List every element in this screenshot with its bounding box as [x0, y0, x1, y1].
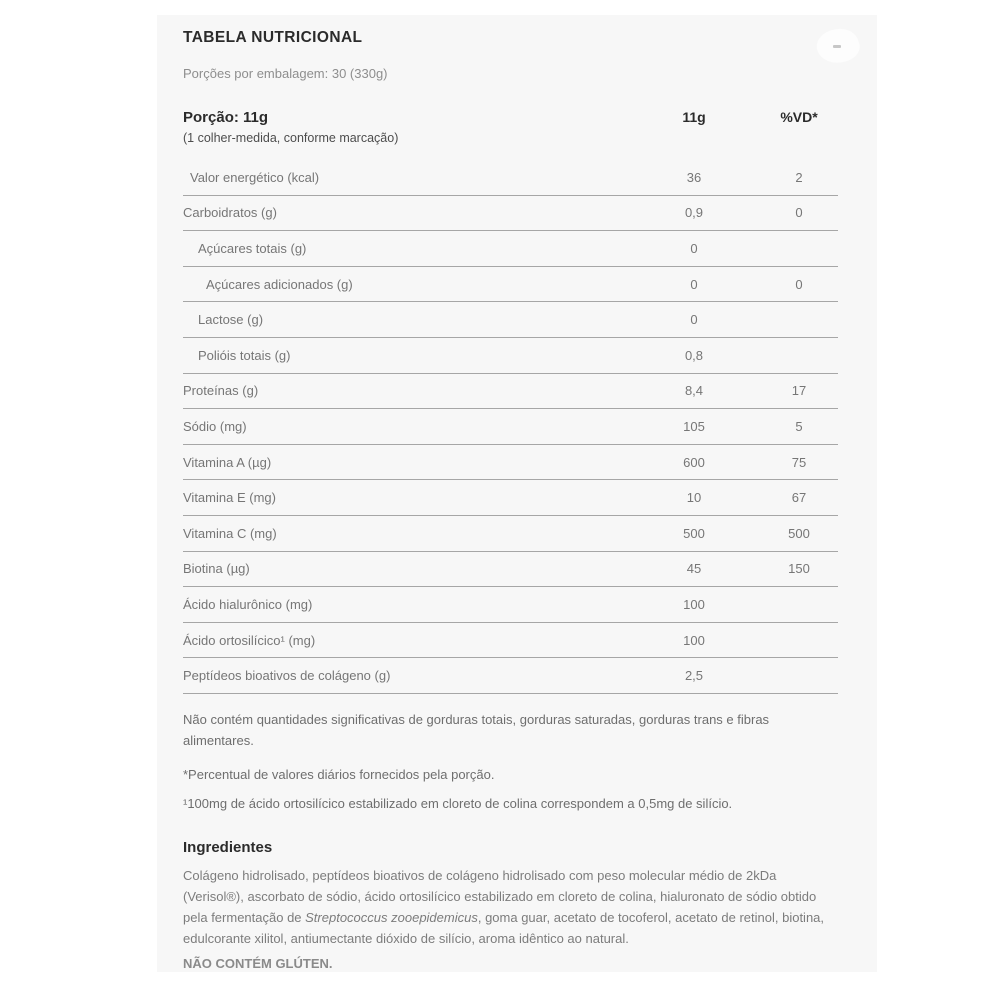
dv-value: 500 — [788, 525, 810, 541]
note-daily-values: *Percentual de valores diários fornecidos pela porção. — [183, 766, 495, 782]
table-row — [183, 552, 838, 588]
note-no-significant-amounts: Não contém quantidades significativas de gorduras totais, gorduras saturadas, gorduras trans e fibras alimentares. — [183, 711, 770, 748]
portion-subtitle: (1 colher-medida, conforme marcação) — [183, 131, 399, 145]
amount-value: 45 — [686, 561, 702, 577]
column-header-dv: %VD* — [780, 109, 818, 125]
amount-value: 0 — [690, 240, 698, 256]
amount-value: 500 — [683, 525, 705, 541]
column-header-amount: 11g — [682, 109, 706, 125]
amount-value: 0,8 — [684, 347, 704, 363]
table-row — [183, 160, 838, 196]
nutrition-table — [183, 160, 838, 694]
amount-value: 0 — [690, 276, 698, 292]
dv-value: 75 — [791, 454, 807, 470]
nutrient-name: Sódio (mg) — [183, 418, 247, 434]
nutrient-name: Lactose (g) — [198, 312, 264, 328]
nutrient-name: Carboidratos (g) — [183, 205, 277, 221]
nutrient-name: Valor energético (kcal) — [190, 169, 320, 185]
dv-value: 0 — [795, 276, 803, 292]
amount-value: 2,5 — [684, 668, 704, 684]
nutrient-name: Açúcares totais (g) — [198, 240, 307, 256]
dv-value: 150 — [788, 561, 810, 577]
table-row — [183, 658, 838, 694]
ingredients-text-end: , goma guar, acetato de tocoferol, acetato de retinol, biotina, edulcorante xilitol, antiumectante dióxido de silício, aroma idêntico ao natural. — [183, 909, 825, 946]
ingredients-heading: Ingredientes — [183, 838, 273, 856]
ingredients-text-start: Colágeno hidrolisado, peptídeos bioativos de colágeno hidrolisado com peso molecular médio de 2kDa (Verisol®), ascorbato de sódio, ácido ortosilícico estabilizado em cloreto de colina, hialuronato de sódio obtido pela fermentação de — [183, 867, 817, 925]
nutrient-name: Biotina (µg) — [183, 561, 250, 577]
table-row — [183, 338, 838, 374]
nutrition-label-card — [157, 15, 877, 972]
table-row — [183, 302, 838, 338]
amount-value: 10 — [686, 490, 702, 506]
ingredients-text — [183, 865, 838, 949]
table-row — [183, 516, 838, 552]
table-row — [183, 623, 838, 659]
amount-value: 100 — [683, 596, 705, 612]
table-row — [183, 231, 838, 267]
table-row — [183, 445, 838, 481]
amount-value: 600 — [683, 454, 705, 470]
nutrient-name: Açúcares adicionados (g) — [206, 276, 353, 292]
amount-value: 0,9 — [684, 205, 704, 221]
amount-value: 0 — [690, 312, 698, 328]
dv-value: 67 — [791, 490, 807, 506]
table-row — [183, 196, 838, 232]
table-header-row — [183, 108, 838, 127]
nutrient-name: Vitamina E (mg) — [183, 490, 276, 506]
gluten-free-statement: NÃO CONTÉM GLÚTEN. — [183, 955, 333, 971]
amount-value: 105 — [683, 418, 705, 434]
dv-value: 17 — [791, 383, 807, 399]
note-silicon-equivalence: ¹100mg de ácido ortosilícico estabilizado em cloreto de colina correspondem a 0,5mg de silício. — [183, 795, 733, 811]
table-row — [183, 374, 838, 410]
nutrient-name: Polióis totais (g) — [198, 347, 291, 363]
amount-value: 8,4 — [684, 383, 704, 399]
nutrient-name: Vitamina A (µg) — [183, 454, 272, 470]
table-row — [183, 480, 838, 516]
dv-value: 5 — [795, 418, 803, 434]
servings-per-package: Porções por embalagem: 30 (330g) — [183, 66, 388, 81]
nutrient-name: Proteínas (g) — [183, 383, 259, 399]
table-row — [183, 409, 838, 445]
dv-value: 0 — [795, 205, 803, 221]
nutrient-name: Ácido ortosilícico¹ (mg) — [183, 632, 316, 648]
nutrient-name: Peptídeos bioativos de colágeno (g) — [183, 668, 391, 684]
portion-title: Porção: 11g — [183, 109, 269, 126]
nutrient-name: Vitamina C (mg) — [183, 525, 277, 541]
nutrient-name: Ácido hialurônico (mg) — [183, 596, 313, 612]
amount-value: 100 — [683, 632, 705, 648]
page-title: TABELA NUTRICIONAL — [183, 29, 363, 46]
table-row — [183, 587, 838, 623]
species-name-italic: Streptococcus zooepidemicus — [305, 909, 478, 925]
table-row — [183, 267, 838, 303]
amount-value: 36 — [686, 169, 702, 185]
dv-value: 2 — [795, 169, 803, 185]
